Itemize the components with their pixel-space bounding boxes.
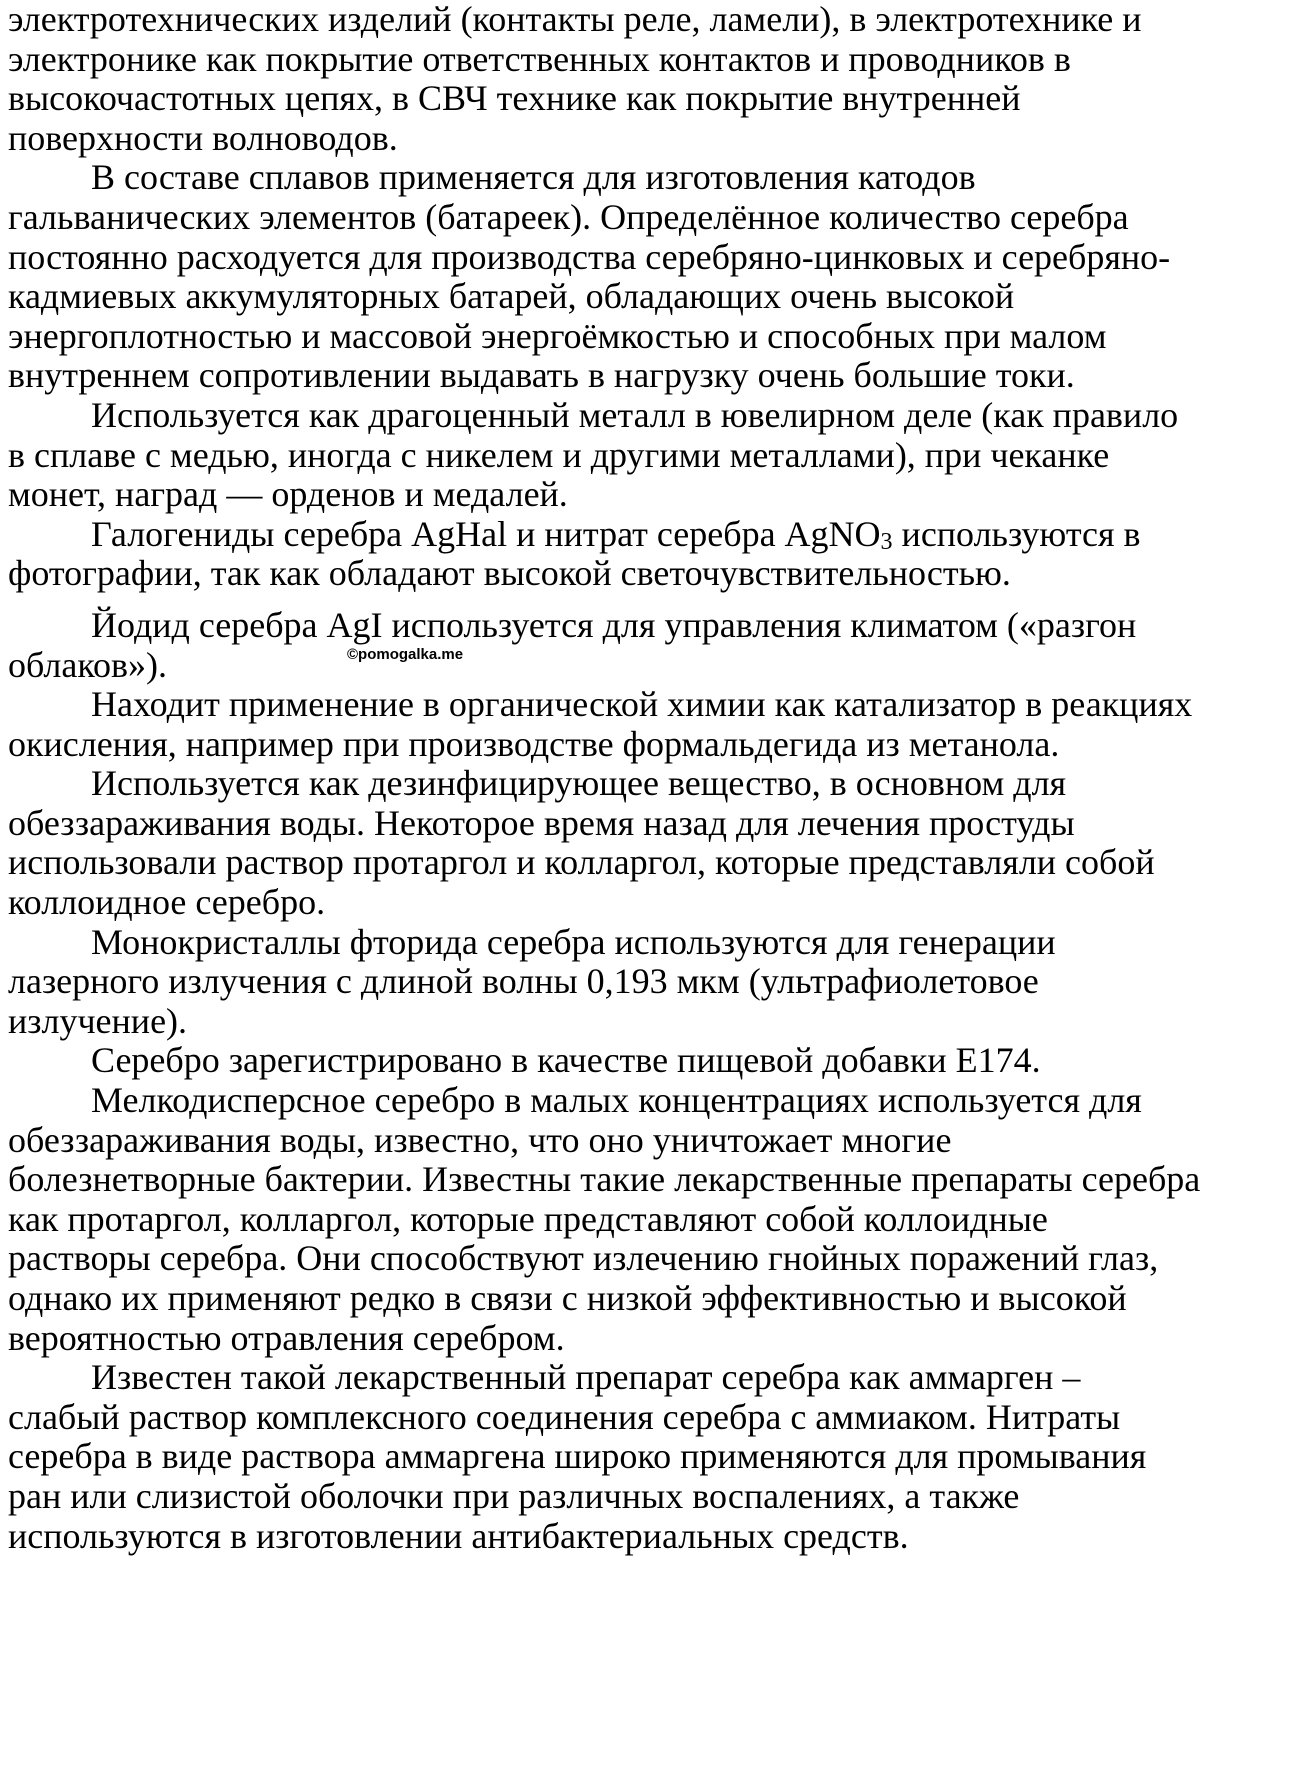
paragraph-start-line: Серебро зарегистрировано в качестве пищевой добавки E174. [91,1040,1041,1081]
text-line: поверхности волноводов. [8,117,398,158]
text-line: электронике как покрытие ответственных контактов и проводников в [8,38,1071,79]
text-line: кадмиевых аккумуляторных батарей, обладающих очень высокой [8,276,1015,317]
text-line: обеззараживания воды, известно, что оно уничтожает многие [8,1119,952,1160]
text-line: использовали раствор протаргол и колларгол, которые представляли собой [8,842,1155,883]
text-line: как протаргол, колларгол, которые представляют собой коллоидные [8,1198,1048,1239]
paragraph-start-line: Монокристаллы фторида серебра используются для генерации [91,921,1056,962]
text-line: электротехнических изделий (контакты реле, ламели), в электротехнике и [8,0,1142,39]
text-line: вероятностью отравления серебром. [8,1317,565,1358]
paragraph-start-line: Известен такой лекарственный препарат серебра как аммарген – [91,1357,1081,1398]
text-line: серебра в виде раствора аммаргена широко применяются для промывания [8,1436,1147,1477]
paragraph-start-line: Используется как дезинфицирующее вещество, в основном для [91,763,1067,804]
text-line: монет, наград — орденов и медалей. [8,474,568,515]
paragraph-start-line: Используется как драгоценный металл в ювелирном деле (как правило [91,394,1179,435]
text-line: однако их применяют редко в связи с низкой эффективностью и высокой [8,1278,1127,1318]
text-line: лазерного излучения с длиной волны 0,193 мкм (ультрафиолетовое [8,961,1039,1002]
paragraph-start-line: Мелкодисперсное серебро в малых концентрациях используется для [91,1080,1142,1121]
paragraph-start-line [8,515,1293,555]
text-line: внутреннем сопротивлении выдавать в нагрузку очень большие токи. [8,355,1075,396]
watermark: ©pomogalka.me [347,646,464,663]
paragraph-start-line: Йодид серебра AgI используется для управления климатом («разгон [91,604,1137,645]
text-line: в сплаве с медью, иногда с никелем и другими металлами), при чеканке [8,434,1110,475]
text-line: используются в изготовлении антибактериальных средств. [8,1515,909,1556]
text-line: гальванических элементов (батареек). Определённое количество серебра [8,196,1129,237]
text-line: излучение). [8,1000,188,1041]
text-line: постоянно расходуется для производства серебряно-цинковых и серебряно- [8,236,1171,277]
paragraph-start-line: В составе сплавов применяется для изготовления катодов [91,157,976,198]
document-text [8,0,1293,1556]
formula-text-tail: используются в [892,513,1141,554]
text-line: окисления, например при производстве формальдегида из метанола. [8,723,1060,764]
text-line: облаков»). [8,644,168,685]
text-line: слабый раствор комплексного соединения серебра с аммиаком. Нитраты [8,1396,1121,1437]
text-line: фотографии, так как обладают высокой светочувствительностью. [8,553,1011,594]
subscript: 3 [880,528,893,555]
text-line: энергоплотностью и массовой энергоёмкостью и способных при малом [8,315,1107,356]
formula-text: Галогениды серебра AgHal и нитрат серебра AgNO [91,513,881,554]
text-line: ран или слизистой оболочки при различных воспалениях, а также [8,1475,1020,1516]
text-line: высокочастотных цепях, в СВЧ технике как покрытие внутренней [8,78,1021,119]
paragraph-start-line: Находит применение в органической химии как катализатор в реакциях [91,684,1193,725]
text-line: коллоидное серебро. [8,882,326,923]
text-line: болезнетворные бактерии. Известны такие лекарственные препараты серебра [8,1159,1201,1200]
text-line: растворы серебра. Они способствуют излечению гнойных поражений глаз, [8,1238,1159,1279]
text-line: обеззараживания воды. Некоторое время назад для лечения простуды [8,802,1075,843]
